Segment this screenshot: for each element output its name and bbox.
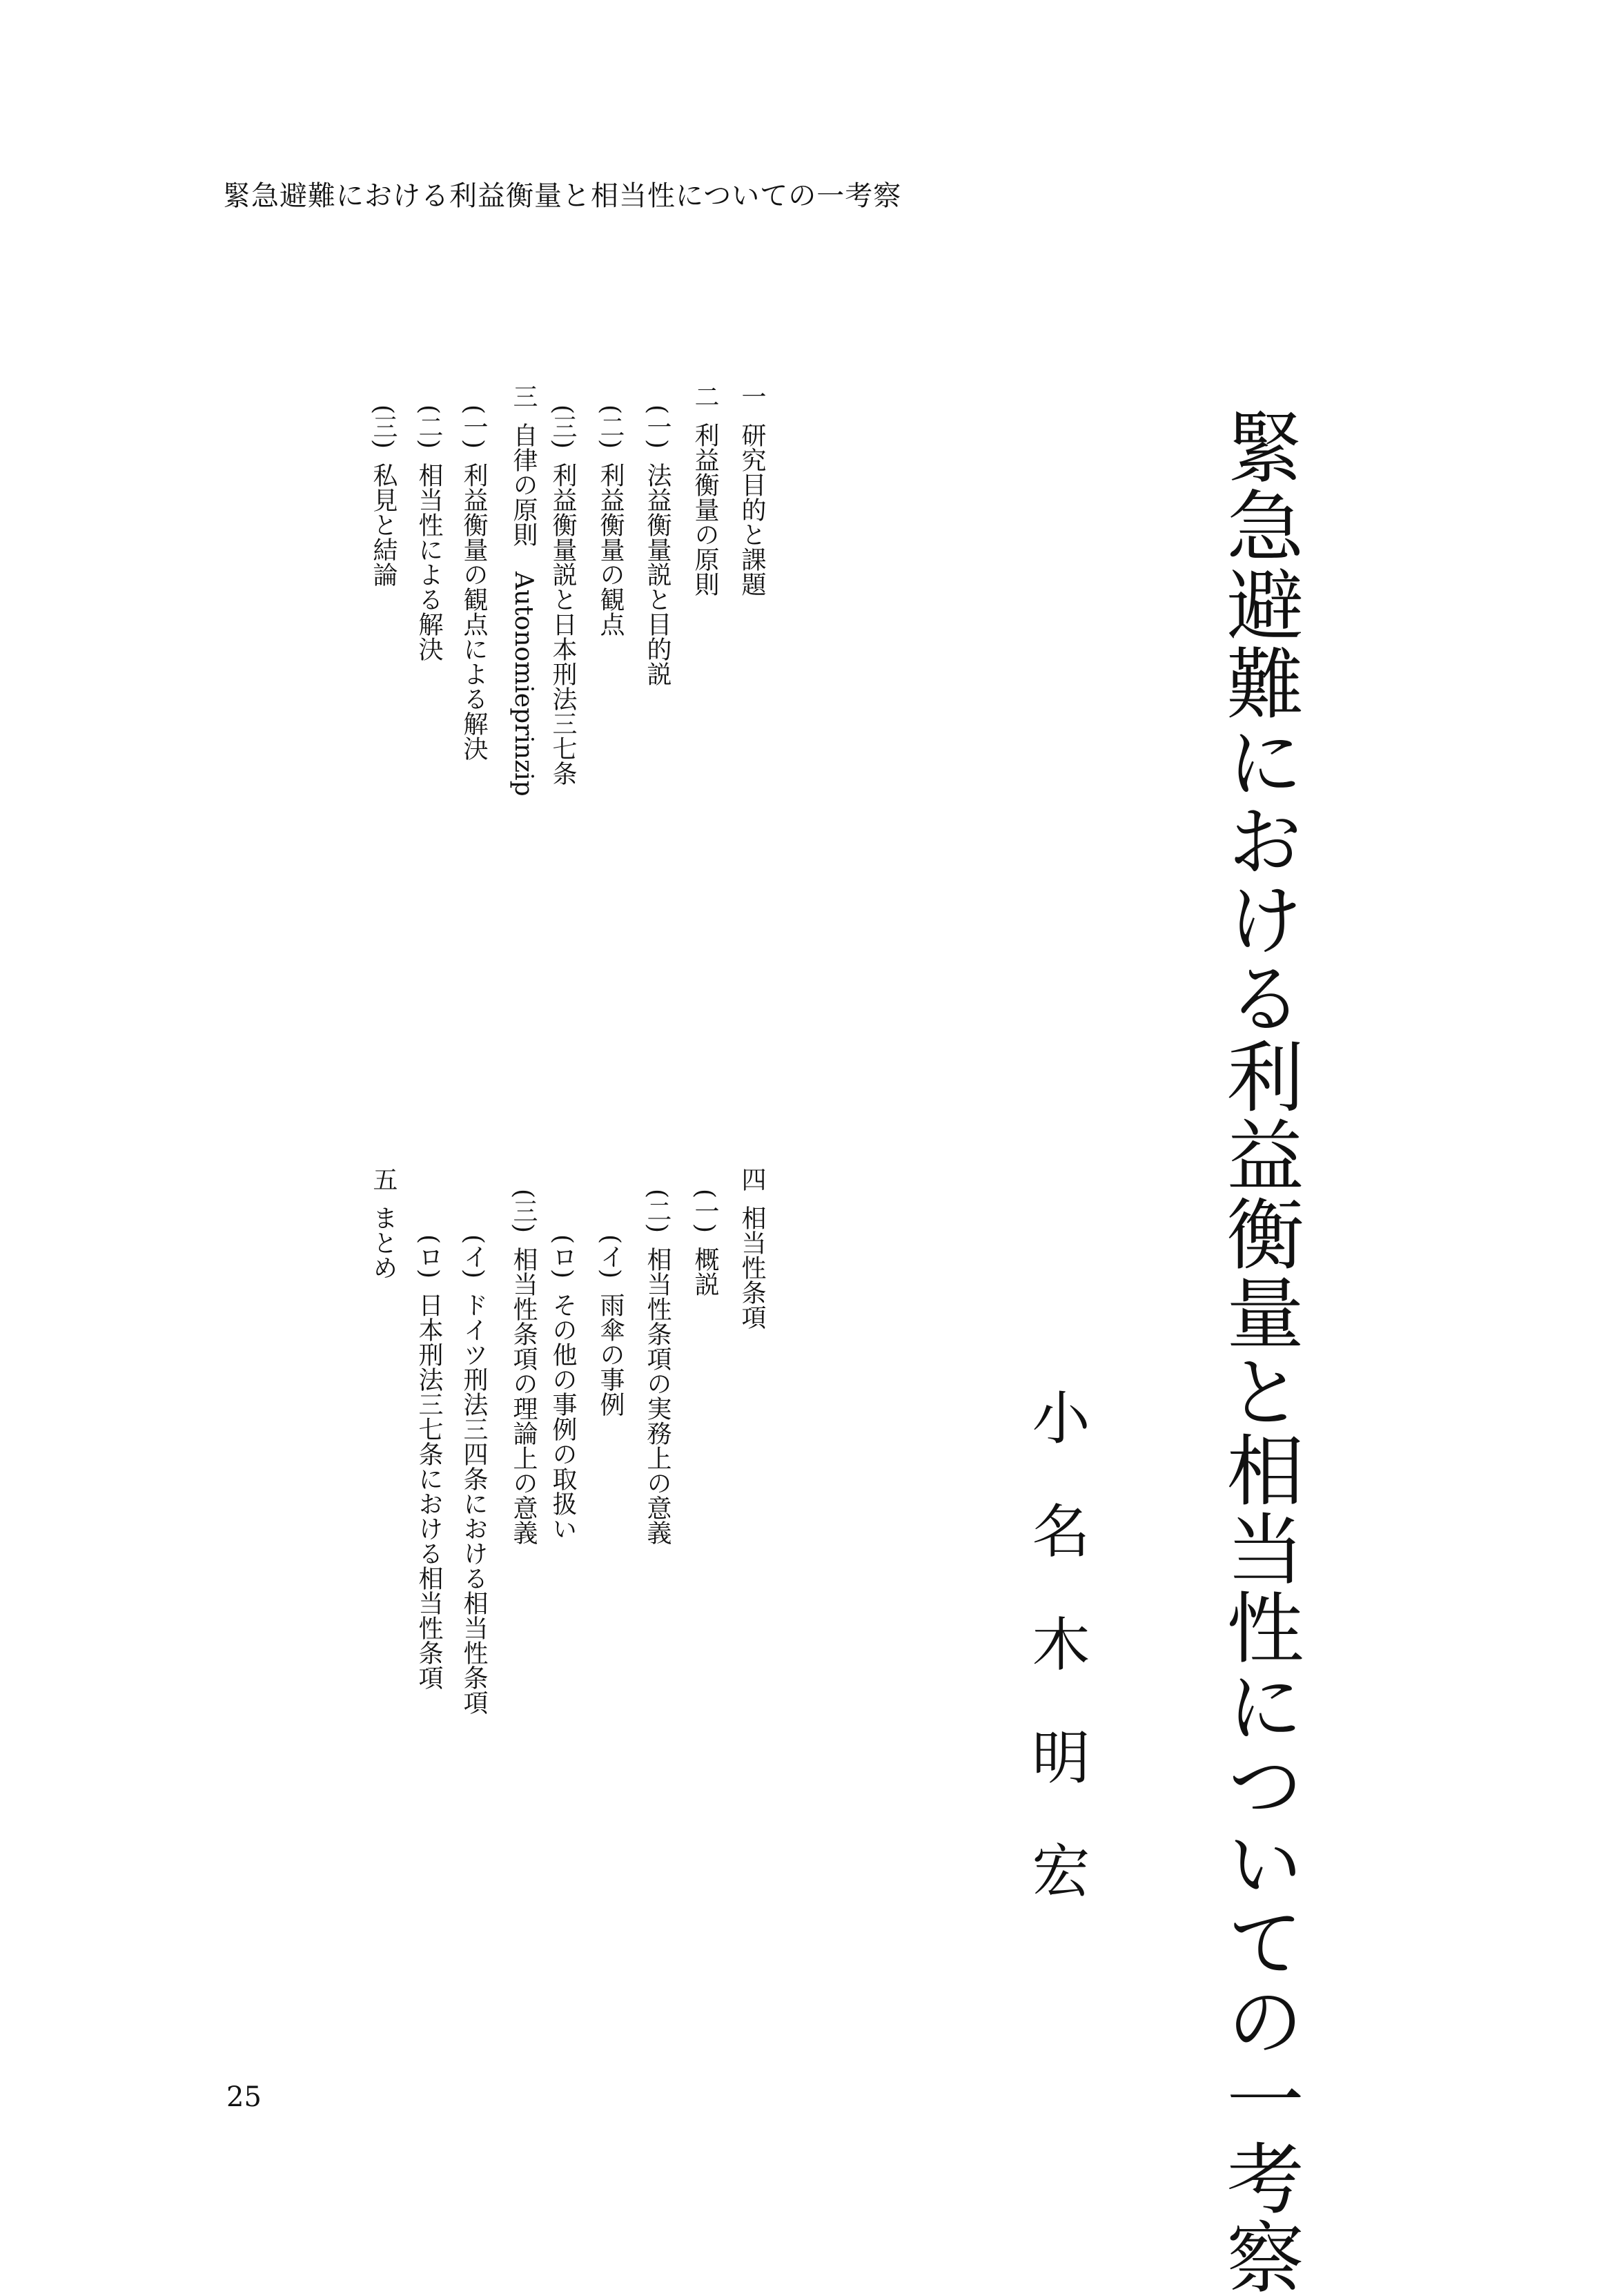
toc-entry: (二)利益衡量の観点	[596, 405, 625, 637]
toc-entry: (一)概説	[691, 1189, 719, 1297]
toc-entry: (三)私見と結論	[369, 405, 398, 587]
toc-entry: 四相当性条項	[738, 1167, 766, 1330]
toc-entry: 一研究目的と課題	[738, 384, 766, 596]
toc-entry: (イ)ドイツ刑法三四条における相当性条項	[460, 1234, 488, 1715]
toc-entry: (二)相当性による解決	[415, 405, 443, 662]
toc-entry: (イ)雨傘の事例	[596, 1234, 625, 1417]
author-name: 小名木明宏	[1023, 1388, 1090, 1954]
toc-entry: (ロ)その他の事例の取扱い	[549, 1234, 577, 1541]
toc-entry: 五まとめ	[369, 1167, 398, 1280]
toc-entry: (一)法益衡量説と目的説	[643, 405, 671, 687]
toc-entry: (ロ)日本刑法三七条における相当性条項	[415, 1234, 443, 1691]
article-title: 緊急避難における利益衡量と相当性についての一考察	[1214, 407, 1304, 2296]
toc-entry: (二)相当性条項の実務上の意義	[643, 1189, 671, 1546]
running-head: 緊急避難における利益衡量と相当性についての一考察	[223, 180, 902, 212]
toc-entry: (三)相当性条項の理論上の意義	[509, 1189, 538, 1546]
toc-entry: 二利益衡量の原則	[691, 384, 719, 596]
page-number: 25	[226, 2081, 262, 2113]
toc-entry: 三自律の原則 Autonomieprinzip	[509, 384, 538, 797]
toc-entry: (一)利益衡量の観点による解決	[460, 405, 488, 761]
toc-entry: (三)利益衡量説と日本刑法三七条	[549, 405, 577, 786]
